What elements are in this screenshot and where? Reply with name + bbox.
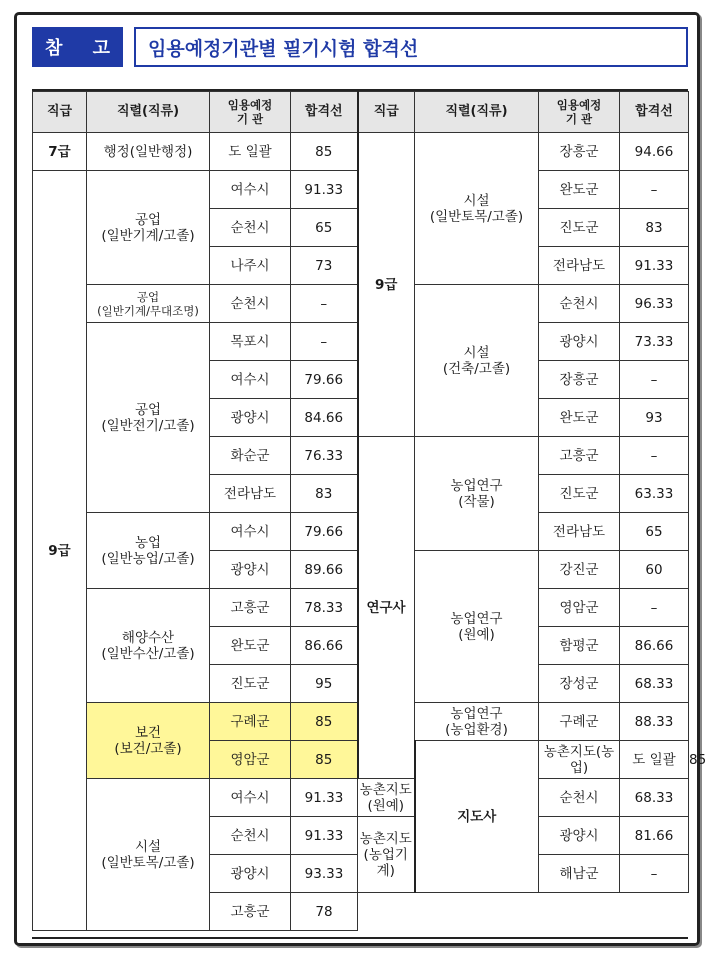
table-row: 영암군 85 지도사 농촌지도(농업) 도 일괄 85 — [33, 741, 689, 779]
cutoff-cell: 85 — [291, 133, 358, 171]
cutoff-cell: 93.33 — [291, 855, 358, 893]
grade-cell: 9급 — [358, 133, 415, 437]
header-grade: 직급 — [358, 92, 415, 133]
agency-cell: 광양시 — [539, 323, 620, 361]
agency-cell: 고흥군 — [539, 437, 620, 475]
agency-cell: 나주시 — [210, 247, 291, 285]
agency-cell: 순천시 — [210, 209, 291, 247]
cutoff-cell: 85 — [291, 741, 358, 779]
cutoff-cell: 91.33 — [291, 817, 358, 855]
cutoff-cell: – — [620, 437, 689, 475]
empty-cell — [358, 893, 620, 931]
agency-cell: 화순군 — [210, 437, 291, 475]
cutoff-table-wrap — [32, 89, 707, 939]
agency-cell: 광양시 — [210, 551, 291, 589]
series-cell: 농촌지도(농업) — [539, 741, 620, 779]
agency-cell: 장성군 — [539, 665, 620, 703]
series-cell: 시설 (건축/고졸) — [415, 285, 539, 437]
cutoff-cell: – — [620, 855, 689, 893]
header-series: 직렬(직류) — [87, 92, 210, 133]
series-cell: 행정(일반행정) — [87, 133, 210, 171]
cutoff-cell: 76.33 — [291, 437, 358, 475]
header-agency: 임용예정 기 관 — [210, 92, 291, 133]
cutoff-cell: 65 — [291, 209, 358, 247]
series-cell: 농촌지도 (농업기계) — [358, 817, 415, 893]
agency-cell: 순천시 — [539, 285, 620, 323]
agency-cell: 목포시 — [210, 323, 291, 361]
agency-cell: 여수시 — [210, 171, 291, 209]
agency-cell: 도 일괄 — [210, 133, 291, 171]
agency-cell: 전라남도 — [539, 513, 620, 551]
cutoff-cell: 63.33 — [620, 475, 689, 513]
grade-cell: 연구사 — [358, 437, 415, 779]
cutoff-cell: 91.33 — [620, 247, 689, 285]
header-cutoff: 합격선 — [291, 92, 358, 133]
header-agency: 임용예정 기 관 — [539, 92, 620, 133]
table-row — [33, 779, 689, 817]
agency-cell: 완도군 — [210, 627, 291, 665]
agency-cell: 순천시 — [210, 285, 291, 323]
header-row — [33, 92, 689, 133]
agency-cell: 구례군 — [539, 703, 620, 741]
series-cell: 공업 (일반전기/고졸) — [87, 323, 210, 513]
agency-cell: 구례군 — [210, 703, 291, 741]
header-cutoff: 합격선 — [620, 92, 689, 133]
cutoff-cell: 73.33 — [620, 323, 689, 361]
agency-cell: 완도군 — [539, 399, 620, 437]
agency-cell: 여수시 — [210, 779, 291, 817]
cutoff-cell: 65 — [620, 513, 689, 551]
cutoff-cell: 83 — [620, 209, 689, 247]
grade-cell: 9급 — [33, 171, 87, 931]
series-cell: 농업연구 (농업환경) — [415, 703, 539, 741]
cutoff-cell: – — [620, 171, 689, 209]
agency-cell: 장흥군 — [539, 133, 620, 171]
agency-cell: 고흥군 — [210, 893, 291, 931]
agency-cell: 진도군 — [539, 475, 620, 513]
header-series: 직렬(직류) — [415, 92, 539, 133]
table-row — [33, 133, 689, 171]
agency-cell: 순천시 — [210, 817, 291, 855]
series-cell: 농업 (일반농업/고졸) — [87, 513, 210, 589]
reference-badge: 참 고 — [32, 27, 123, 67]
cutoff-cell: 60 — [620, 551, 689, 589]
agency-cell: 도 일괄 — [620, 741, 689, 779]
cutoff-cell: 85 — [291, 703, 358, 741]
cutoff-cell: 94.66 — [620, 133, 689, 171]
agency-cell: 전라남도 — [539, 247, 620, 285]
cutoff-cell: 91.33 — [291, 171, 358, 209]
grade-cell: 지도사 — [415, 741, 539, 893]
cutoff-cell: 91.33 — [291, 779, 358, 817]
cutoff-cell: 96.33 — [620, 285, 689, 323]
series-cell: 시설 (일반토목/고졸) — [415, 133, 539, 285]
cutoff-cell: 86.66 — [291, 627, 358, 665]
agency-cell: 진도군 — [210, 665, 291, 703]
agency-cell: 진도군 — [539, 209, 620, 247]
series-cell: 공업 (일반기계/고졸) — [87, 171, 210, 285]
agency-cell: 여수시 — [210, 361, 291, 399]
series-cell: 농업연구 (작물) — [415, 437, 539, 551]
series-cell: 해양수산 (일반수산/고졸) — [87, 589, 210, 703]
cutoff-cell: 79.66 — [291, 513, 358, 551]
header-grade: 직급 — [33, 92, 87, 133]
series-cell-highlighted: 보건 (보건/고졸) — [87, 703, 210, 779]
series-cell: 시설 (일반토목/고졸) — [87, 779, 210, 931]
agency-cell: 장흥군 — [539, 361, 620, 399]
cutoff-cell: – — [620, 589, 689, 627]
agency-cell: 함평군 — [539, 627, 620, 665]
agency-cell: 광양시 — [210, 399, 291, 437]
cutoff-cell: 79.66 — [291, 361, 358, 399]
cutoff-cell: 78 — [291, 893, 358, 931]
agency-cell: 광양시 — [539, 817, 620, 855]
cutoff-cell: – — [291, 285, 358, 323]
cutoff-table — [32, 91, 707, 931]
agency-cell: 고흥군 — [210, 589, 291, 627]
agency-cell: 영암군 — [210, 741, 291, 779]
agency-cell: 강진군 — [539, 551, 620, 589]
cutoff-cell: – — [620, 361, 689, 399]
agency-cell: 광양시 — [210, 855, 291, 893]
cutoff-cell: – — [291, 323, 358, 361]
page-title: 임용예정기관별 필기시험 합격선 — [134, 27, 688, 67]
cutoff-cell: 81.66 — [620, 817, 689, 855]
cutoff-cell: 84.66 — [291, 399, 358, 437]
agency-cell: 순천시 — [539, 779, 620, 817]
agency-cell: 해남군 — [539, 855, 620, 893]
series-cell: 농촌지도(원예) — [358, 779, 415, 817]
cutoff-cell: 68.33 — [620, 665, 689, 703]
cutoff-cell: 73 — [291, 247, 358, 285]
cutoff-cell: 93 — [620, 399, 689, 437]
agency-cell: 완도군 — [539, 171, 620, 209]
cutoff-cell: 88.33 — [620, 703, 689, 741]
grade-cell: 7급 — [33, 133, 87, 171]
agency-cell: 전라남도 — [210, 475, 291, 513]
cutoff-cell: 95 — [291, 665, 358, 703]
agency-cell: 영암군 — [539, 589, 620, 627]
series-cell: 농업연구 (원예) — [415, 551, 539, 703]
cutoff-cell: 86.66 — [620, 627, 689, 665]
series-cell: 공업 (일반기계/무대조명) — [87, 285, 210, 323]
cutoff-cell: 78.33 — [291, 589, 358, 627]
cutoff-cell: 68.33 — [620, 779, 689, 817]
agency-cell: 여수시 — [210, 513, 291, 551]
cutoff-cell: 83 — [291, 475, 358, 513]
cutoff-cell: 89.66 — [291, 551, 358, 589]
